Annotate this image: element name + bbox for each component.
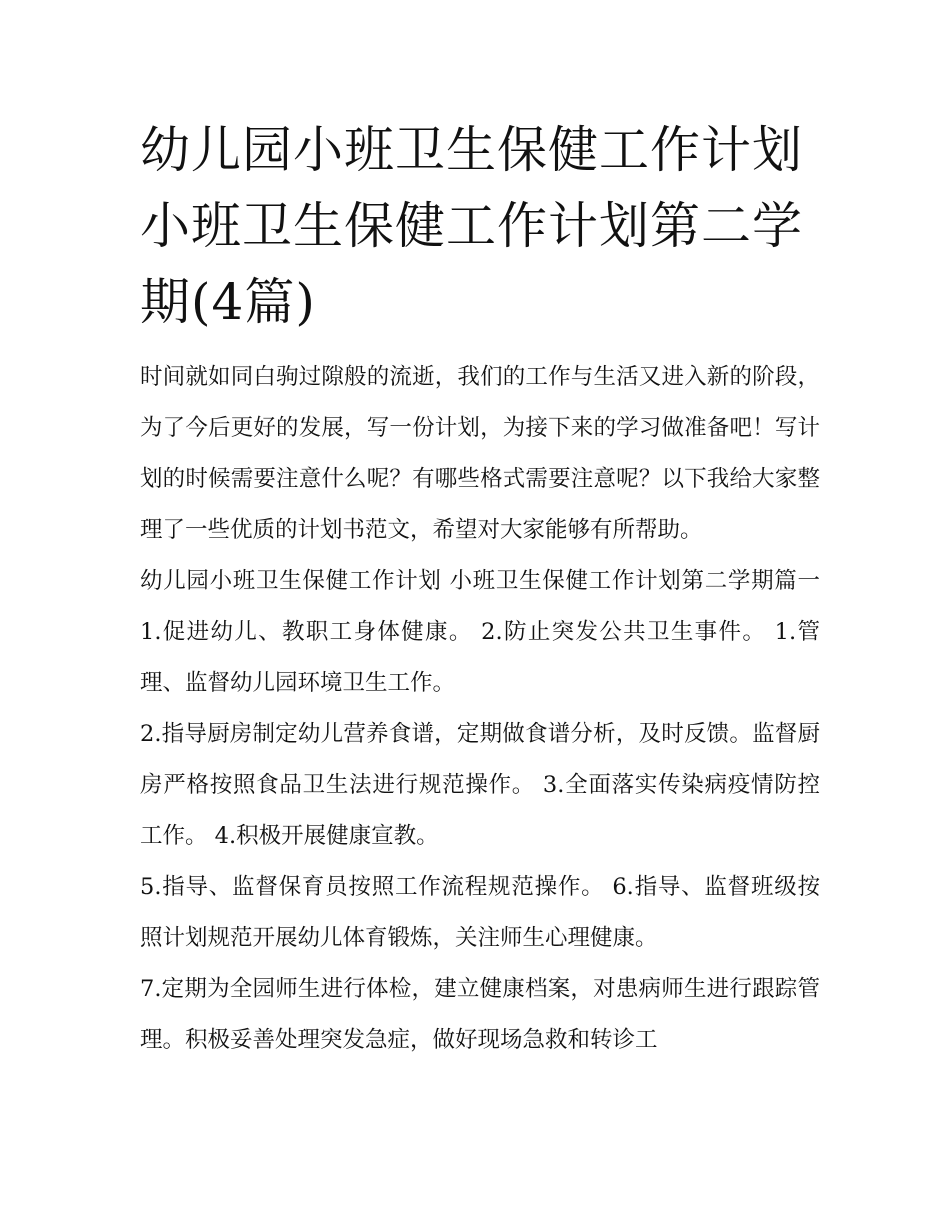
intro-paragraph: 时间就如同白驹过隙般的流逝，我们的工作与生活又进入新的阶段，为了今后更好的发展，写一份计划，为接下来的学习做准备吧！写计划的时候需要注意什么呢？有哪些格式需要注意呢？以下我给大家整理了一些优质的计划书范文，希望对大家能够有所帮助。	[140, 364, 820, 543]
body-paragraph: 5.指导、监督保育员按照工作流程规范操作。 6.指导、监督班级按照计划规范开展幼儿体育锻炼，关注师生心理健康。	[140, 874, 820, 951]
document-title: 幼儿园小班卫生保健工作计划 小班卫生保健工作计划第二学期(4篇)	[140, 121, 803, 331]
body-paragraph: 幼儿园小班卫生保健工作计划 小班卫生保健工作计划第二学期篇一 1.促进幼儿、教职工身体健康。 2.防止突发公共卫生事件。 1.管理、监督幼儿园环境卫生工作。	[140, 568, 820, 696]
document-body	[140, 352, 820, 1066]
body-paragraph: 7.定期为全园师生进行体检，建立健康档案，对患病师生进行跟踪管理。积极妥善处理突发急症，做好现场急救和转诊工	[140, 976, 820, 1053]
body-paragraph: 2.指导厨房制定幼儿营养食谱，定期做食谱分析，及时反馈。监督厨房严格按照食品卫生法进行规范操作。 3.全面落实传染病疫情防控工作。 4.积极开展健康宣教。	[140, 721, 820, 849]
